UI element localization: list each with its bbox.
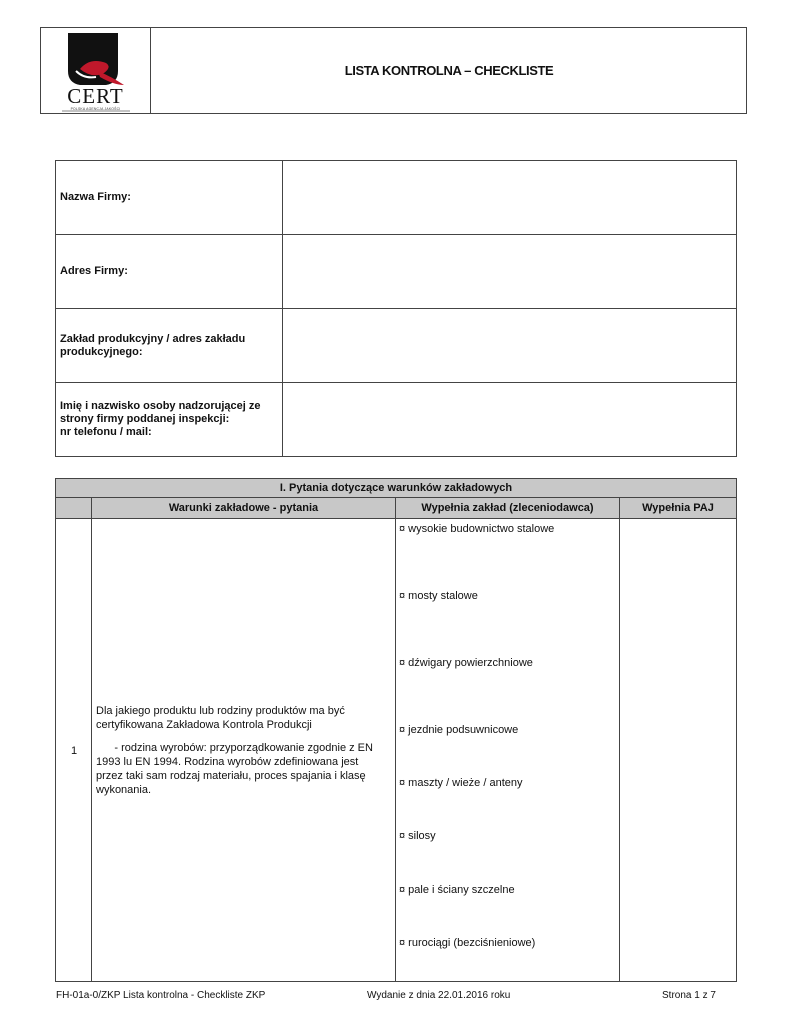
plant-address-field[interactable] bbox=[282, 309, 736, 383]
question-note-text: - rodzina wyrobów: przyporządkowanie zgodnie z EN 1993 lu EN 1994. Rodzina wyrobów zdefiniowana jest przez taki sam rodzaj materiału, proces spajania i klasę wykonania. bbox=[96, 742, 377, 796]
supervisor-label: Imię i nazwisko osoby nadzorującej ze strony firmy poddanej inspekcji: nr telefonu / mail: bbox=[56, 383, 283, 457]
footer-page-number: Strona 1 z 7 bbox=[662, 990, 716, 1001]
footer-document-id: FH-01a-0/ZKP Lista kontrolna - Checkliste ZKP bbox=[56, 990, 266, 1001]
plant-row bbox=[56, 309, 737, 383]
col-head-company: Wypełnia zakład (zleceniodawca) bbox=[395, 498, 620, 519]
page-title: LISTA KONTROLNA – CHECKLISTE bbox=[344, 63, 554, 78]
company-name-field[interactable] bbox=[282, 161, 736, 235]
option-checkbox[interactable]: ¤ jezdnie podsuwnicowe bbox=[399, 724, 519, 736]
logo-subtext: POLSKA AGENCJA JAKOŚCI bbox=[70, 107, 121, 111]
plant-address-label: Zakład produkcyjny / adres zakładu produkcyjnego: bbox=[56, 309, 283, 383]
supervisor-field[interactable] bbox=[282, 383, 736, 457]
col-head-questions: Warunki zakładowe - pytania bbox=[91, 498, 396, 519]
company-info-table bbox=[55, 160, 737, 457]
address-row bbox=[56, 235, 737, 309]
option-checkbox[interactable]: ¤ pale i ściany szczelne bbox=[399, 884, 515, 896]
col-head-paj: Wypełnia PAJ bbox=[619, 498, 737, 519]
company-address-field[interactable] bbox=[282, 235, 736, 309]
option-checkbox[interactable]: ¤ wysokie budownictwo stalowe bbox=[399, 523, 555, 535]
option-checkbox[interactable]: ¤ maszty / wieże / anteny bbox=[399, 777, 523, 789]
logo-text: CERT bbox=[67, 84, 124, 108]
company-address-label: Adres Firmy: bbox=[56, 235, 283, 309]
option-checkbox[interactable]: ¤ mosty stalowe bbox=[399, 590, 478, 602]
paj-answer-cell[interactable] bbox=[619, 519, 737, 982]
company-row bbox=[56, 161, 737, 235]
option-checkbox[interactable]: ¤ silosy bbox=[399, 830, 436, 842]
supervisor-row bbox=[56, 383, 737, 457]
company-name-label: Nazwa Firmy: bbox=[56, 161, 283, 235]
option-checkbox[interactable]: ¤ dźwigary powierzchniowe bbox=[399, 657, 533, 669]
col-head-number bbox=[55, 498, 92, 519]
question-text bbox=[96, 704, 388, 797]
number-cell bbox=[55, 519, 92, 982]
company-answer-cell[interactable] bbox=[395, 519, 620, 982]
option-checkbox[interactable]: ¤ rurociągi (bezciśnieniowe) bbox=[399, 937, 536, 949]
logo-cell bbox=[40, 27, 151, 114]
question-cell bbox=[91, 519, 396, 982]
question-number: 1 bbox=[70, 745, 78, 757]
question-main-text: Dla jakiego produktu lub rodziny produktów ma być certyfikowana Zakładowa Kontrola Produkcji bbox=[96, 705, 345, 731]
footer-issue-date: Wydanie z dnia 22.01.2016 roku bbox=[367, 990, 511, 1001]
section-title: I. Pytania dotyczące warunków zakładowych bbox=[55, 478, 737, 498]
